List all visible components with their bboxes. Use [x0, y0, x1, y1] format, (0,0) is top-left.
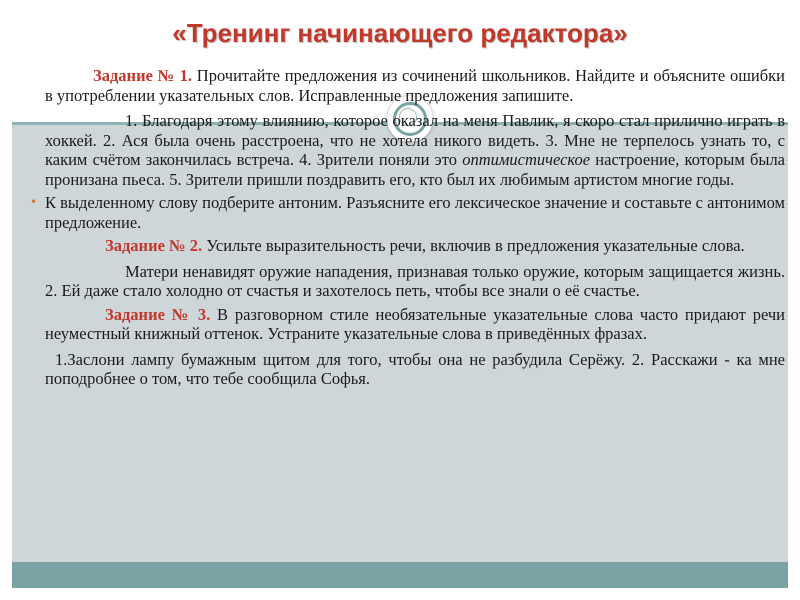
task1-paragraph	[45, 66, 785, 105]
task2-label: Задание № 2.	[105, 236, 203, 255]
slide-title: «Тренинг начинающего редактора»	[172, 18, 628, 48]
task3-sentences: 1.Заслони лампу бумажным щитом для того, чтобы она не разбудила Серёжу. 2. Расскажи - ка мне поподробнее о том, что тебе сообщила Софья.	[45, 349, 785, 388]
bullet-item	[31, 193, 785, 232]
slide	[12, 0, 788, 588]
task1-label: Задание № 1.	[93, 66, 193, 85]
task2-text: Усильте выразительность речи, включив в предложения указательные слова.	[202, 236, 745, 255]
task2-sentences: Матери ненавидят оружие нападения, признавая только оружие, которым защищается жизнь. 2. Ей даже стало холодно от счастья и захотелось петь, чтобы все знали о её счастье.	[45, 261, 785, 300]
task3-label: Задание № 3.	[105, 304, 211, 324]
task2-paragraph	[45, 236, 785, 256]
bullet-marker-icon: •	[31, 195, 36, 210]
task1-sentences-part-a: 1. Благодаря этому влиянию, которое оказал на меня Павлик, я скоро стал прилично играть в хоккей. 2. Ася была очень расстроена, что не хотела никого видеть. 3. Мне не терпелось узнать то, с каким счётом закончилась встреча. 4. Зрители поняли это	[45, 111, 785, 169]
bullet-text: К выделенному слову подберите антоним. Разъясните его лексическое значение и составьте с антонимом предложение.	[45, 193, 785, 232]
task3-paragraph	[45, 305, 785, 344]
footer-strip	[12, 562, 788, 588]
highlighted-word: оптимистическое	[462, 150, 591, 169]
task1-sentences	[45, 111, 785, 189]
slide-content	[31, 66, 785, 389]
task1-text: Прочитайте предложения из сочинений школьников. Найдите и объясните ошибки в употреблении указательных слов. Исправленные предложения запишите.	[45, 66, 785, 105]
task3-text: В разговорном стиле необязательные указательные слова часто придают речи неуместный книжный оттенок. Устраните указательные слова в приведённых фразах.	[45, 304, 785, 343]
task1-sentences-part-b: настроение, которым была пронизана пьеса. 5. Зрители пришли поздравить его, кто был их любимым артистом многие годы.	[45, 150, 785, 189]
